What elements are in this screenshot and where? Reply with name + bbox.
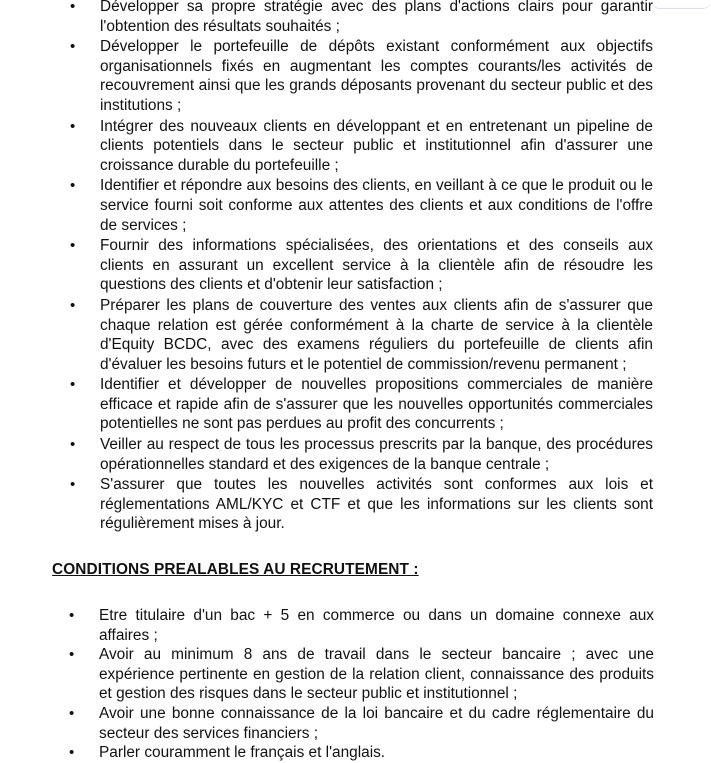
bullet-icon: • (69, 646, 75, 664)
list-item: • Identifier et développer de nouvelles propositions commerciales de manière efficace et rapide afin de s'assurer que les nouvelles opportunités commerciales potentielles ne sont pas perdues au profit des concurrents ; (70, 376, 653, 433)
requirements-list (69, 606, 654, 763)
bullet-icon: • (70, 436, 76, 454)
bullet-icon: • (70, 0, 76, 15)
bullet-icon: • (69, 607, 75, 624)
list-item: • Avoir une bonne connaissance de la loi bancaire et du cadre réglementaire du secteur des services financiers ; (69, 704, 654, 742)
list-item: • Veiller au respect de tous les processus prescrits par la banque, des procédures opérationnelles standard et des exigences de la banque centrale ; (70, 436, 653, 473)
list-item: • Avoir au minimum 8 ans de travail dans le secteur bancaire ; avec une expérience pertinente en gestion de la relation client, connaissance des produits et gestion des risques dans le secteur public et institutionnel ; (69, 646, 654, 703)
bullet-icon: • (70, 38, 76, 56)
list-item: • Parler couramment le français et l'anglais. (69, 744, 386, 762)
stamp-fragment (651, 0, 711, 9)
responsibilities-list (70, 0, 653, 534)
requirements-heading: CONDITIONS PREALABLES AU RECRUTEMENT : (52, 561, 419, 578)
bullet-icon: • (70, 177, 76, 195)
list-item: • Développer sa propre stratégie avec des plans d'actions clairs pour garantir l'obtention des résultats souhaités ; (100, 0, 653, 36)
bullet-icon: • (69, 744, 75, 762)
bullet-icon: • (70, 376, 76, 394)
list-item: • Fournir des informations spécialisées, des orientations et des conseils aux clients en assurant un excellent service à la clientèle afin de résoudre les questions des clients et d'obtenir leur satisfaction ; (70, 237, 653, 294)
list-item: • Intégrer des nouveaux clients en développant et en entretenant un pipeline de clients potentiels dans le secteur public et institutionnel afin d'assurer une croissance durable du portefeuille ; (70, 117, 653, 174)
list-item: • Préparer les plans de couverture des ventes aux clients afin de s'assurer que chaque relation est gérée conformément à la charte de service à la clientèle d'Equity BCDC, avec des examens réguliers du portefeuille de clients afin d'évaluer les besoins futurs et le potentiel de commission/revenu permanent ; (70, 296, 653, 373)
list-item: • Identifier et répondre aux besoins des clients, en veillant à ce que le produit ou le service fourni soit conforme aux attentes des clients et aux conditions de l'offre de services ; (70, 177, 653, 234)
list-item: • Développer le portefeuille de dépôts existant conformément aux objectifs organisationnels fixés en augmentant les comptes courants/les activités de recouvrement ainsi que les grands déposants provenant du secteur public et des institutions ; (70, 38, 653, 114)
bullet-icon: • (70, 296, 76, 314)
bullet-icon: • (70, 117, 76, 135)
bullet-icon: • (70, 476, 76, 494)
bullet-icon: • (70, 237, 76, 255)
list-item: • S'assurer que toutes les nouvelles activités sont conformes aux lois et réglementations AML/KYC et CTF et que les informations sur les clients sont régulièrement mises à jour. (70, 476, 653, 533)
list-item: • Etre titulaire d'un bac + 5 en commerce ou dans un domaine connexe aux affaires ; (69, 607, 654, 644)
bullet-icon: • (69, 704, 75, 722)
